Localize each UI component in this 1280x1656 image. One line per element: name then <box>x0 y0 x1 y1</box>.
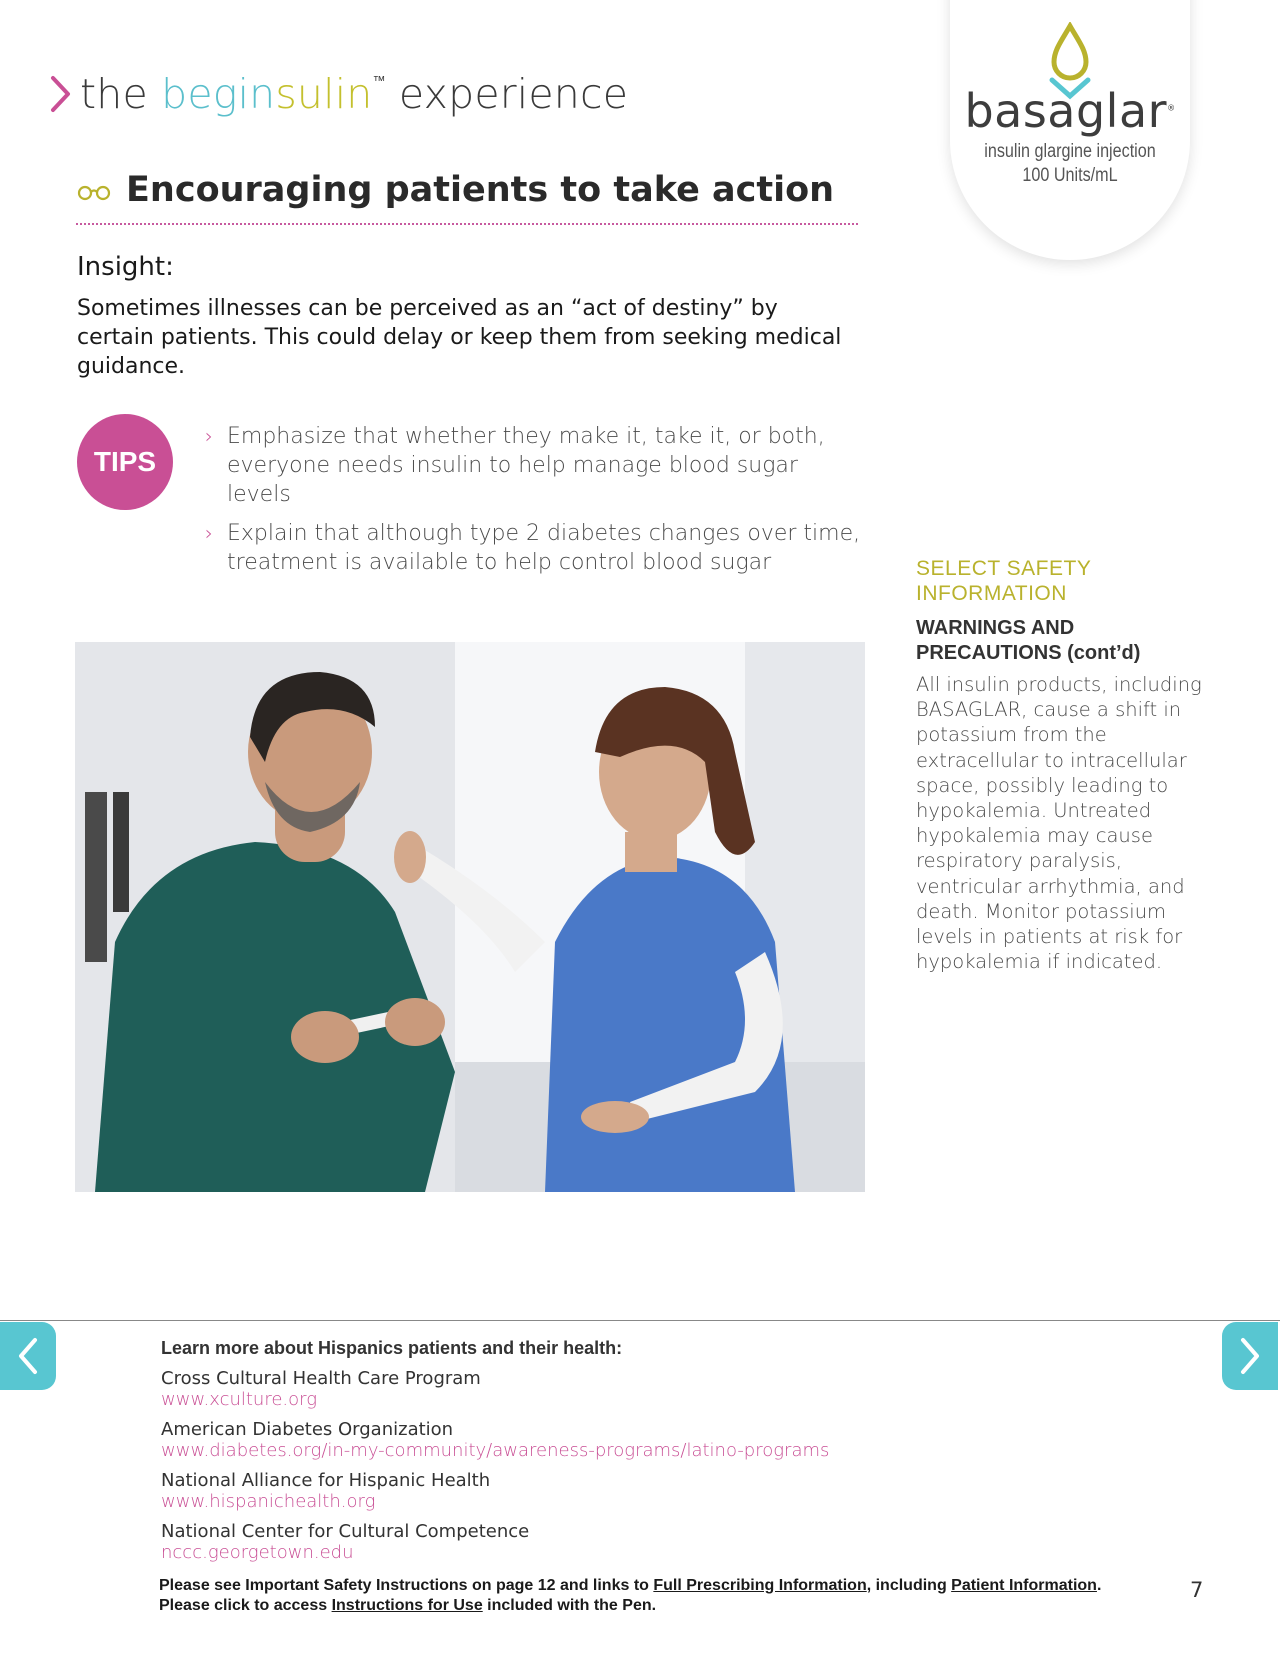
brand-begin: begin <box>161 70 276 118</box>
tips-list <box>205 422 865 587</box>
trademark: ™ <box>372 74 386 90</box>
glasses-icon <box>76 183 112 201</box>
footer-divider <box>0 1320 1280 1321</box>
resource-item <box>161 1521 1061 1563</box>
resource-item <box>161 1419 1061 1461</box>
note-line-1: Please see Important Safety Instructions on page 12 and links to Full Prescribing Information, including Patient Information. <box>159 1577 1102 1594</box>
logo-name: basaglar® <box>964 84 1176 138</box>
resource-link[interactable]: www.diabetes.org/in-my-community/awareness-programs/latino-programs <box>161 1440 830 1461</box>
safety-text: All insulin products, including BASAGLAR, cause a shift in potassium from the extracellular to intracellular space, possibly leading to hypokalemia. Untreated hypokalemia may cause respiratory paralysis, ventricular arrhythmia, and death. Monitor potassium levels in patients at risk for hypokalemia if indicated. <box>916 673 1202 974</box>
resource-item <box>161 1368 1061 1410</box>
tip-item: › Explain that although type 2 diabetes changes over time, treatment is available to help control blood sugar <box>205 521 861 575</box>
logo-subtitle-line2: 100 Units/mL <box>1022 165 1118 186</box>
divider <box>76 223 858 225</box>
bullet-chevron-icon: › <box>205 424 213 448</box>
note-line-2: Please click to access Instructions for Use included with the Pen. <box>159 1597 657 1614</box>
next-page-button[interactable] <box>1222 1322 1278 1390</box>
resource-link[interactable]: www.xculture.org <box>161 1389 318 1410</box>
bullet-chevron-icon: › <box>205 521 213 545</box>
doctor-patient-photo <box>75 642 865 1192</box>
resource-link[interactable]: nccc.georgetown.edu <box>161 1542 354 1563</box>
tips-badge: TIPS <box>77 414 173 510</box>
chevron-right-icon <box>48 74 74 114</box>
full-prescribing-information-link[interactable]: Full Prescribing Information <box>653 1577 867 1594</box>
resource-link[interactable]: www.hispanichealth.org <box>161 1491 376 1512</box>
logo-subtitle <box>968 140 1172 188</box>
brand-sulin: sulin <box>275 70 373 118</box>
photo-illustration <box>75 642 865 1192</box>
resources-list <box>161 1368 1061 1572</box>
resource-name: National Alliance for Hispanic Health <box>161 1470 491 1491</box>
resource-name: National Center for Cultural Competence <box>161 1521 530 1542</box>
chevron-left-icon <box>15 1336 41 1376</box>
patient-information-link[interactable]: Patient Information <box>951 1577 1097 1594</box>
brand-prefix: the <box>80 70 148 118</box>
insight-text: Sometimes illnesses can be perceived as an “act of destiny” by certain patients. This could delay or keep them from seeking medical guidance. <box>77 296 842 379</box>
instructions-for-use-link[interactable]: Instructions for Use <box>331 1597 483 1614</box>
warnings-heading: WARNINGS AND PRECAUTIONS (cont’d) <box>916 617 1141 664</box>
resource-item <box>161 1470 1061 1512</box>
previous-page-button[interactable] <box>0 1322 56 1390</box>
page-header <box>48 66 628 122</box>
section-title: Encouraging patients to take action <box>126 170 835 210</box>
safety-note <box>159 1576 1159 1616</box>
brand-suffix: experience <box>398 70 629 118</box>
safety-heading: SELECT SAFETY INFORMATION <box>916 557 1091 605</box>
insight-heading: Insight: <box>77 252 174 282</box>
chevron-right-icon <box>1237 1336 1263 1376</box>
logo-subtitle-line1: insulin glargine injection <box>984 141 1156 162</box>
tip-item: › Emphasize that whether they make it, take it, or both, everyone needs insulin to help manage blood sugar levels <box>205 424 825 507</box>
resource-name: Cross Cultural Health Care Program <box>161 1368 481 1389</box>
resource-name: American Diabetes Organization <box>161 1419 454 1440</box>
resources-heading: Learn more about Hispanics patients and their health: <box>161 1338 623 1358</box>
page-number: 7 <box>1190 1578 1204 1602</box>
brand-title <box>80 70 628 118</box>
basaglar-logo <box>950 0 1190 260</box>
